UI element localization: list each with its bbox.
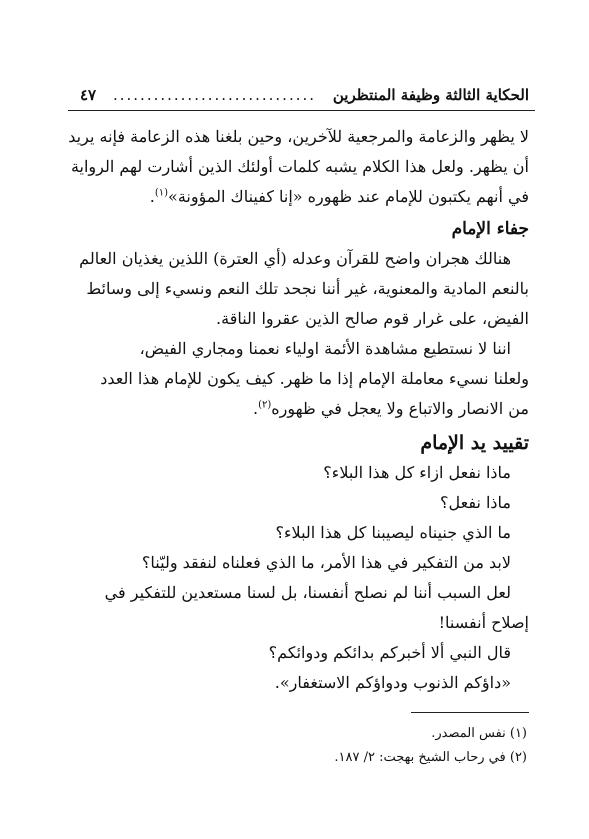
footnotes bbox=[64, 722, 527, 770]
paragraph-2-line-2: بالنعم المادية والمعنوية، غير أننا نجحد تلك النعم ونسيء إلى وسائط bbox=[86, 279, 529, 298]
footnote-ref-2: (٢) bbox=[258, 399, 272, 411]
paragraph-3-text: من الانصار والاتباع ولا يعجل في ظهوره bbox=[271, 399, 529, 418]
question-line-3: ما الذي جنيناه ليصيبنا كل هذا البلاء؟ bbox=[275, 523, 511, 542]
section-heading-2: تقييد يد الإمام bbox=[420, 432, 529, 454]
header-title: الحكاية الثالثة وظيفة المنتظرين bbox=[332, 86, 529, 104]
paragraph-3-line-1: اننا لا نستطيع مشاهدة الأئمة اولياء نعمنا ومجاري الفيض، bbox=[139, 339, 511, 358]
paragraph-2-line-3: الفيض، على غرار قوم صالح الذين عقروا الناقة. bbox=[216, 309, 529, 328]
paragraph-1-text: في أنهم يكتبون للإمام عند ظهوره «إنا كفيناك المؤونة» bbox=[168, 187, 529, 206]
header-dot-leader: .............................. bbox=[112, 86, 317, 104]
question-line-5b: إصلاح أنفسنا! bbox=[438, 613, 529, 632]
footnote-divider bbox=[411, 712, 529, 713]
paragraph-1-line-1: لا يظهر والزعامة والمرجعية للآخرين، وحين بلغنا هذه الزعامة فإنه يريد bbox=[68, 127, 529, 146]
question-line-1: ماذا نفعل ازاء كل هذا البلاء؟ bbox=[323, 463, 511, 482]
question-line-2: ماذا نفعل؟ bbox=[440, 493, 511, 512]
hadith-question: قال النبي ألا أخبركم بدائكم ودوائكم؟ bbox=[268, 643, 511, 662]
paragraph-2-line-1: هنالك هجران واضح للقرآن وعدله (أي العترة) اللذين يغذيان العالم bbox=[79, 249, 511, 268]
running-header bbox=[80, 82, 529, 108]
main-text bbox=[64, 122, 529, 698]
paragraph-1-end: . bbox=[149, 187, 155, 206]
paragraph-1-line-3 bbox=[64, 182, 529, 212]
section-heading-1: جفاء الإمام bbox=[451, 219, 529, 239]
hadith-answer: «داؤكم الذنوب ودواؤكم الاستغفار». bbox=[274, 673, 511, 692]
header-divider bbox=[68, 110, 535, 111]
question-line-5a: لعل السبب أننا لم نصلح أنفسنا، بل لسنا مستعدين للتفكير في bbox=[104, 583, 511, 602]
paragraph-3-line-2: ولعلنا نسيء معاملة الإمام إذا ما ظهر. كيف يكون للإمام هذا العدد bbox=[100, 369, 529, 388]
paragraph-3-end: . bbox=[253, 399, 259, 418]
question-line-4: لابد من التفكير في هذا الأمر، ما الذي فعلناه لنفقد وليّنا؟ bbox=[141, 553, 511, 572]
paragraph-3-line-3 bbox=[64, 394, 529, 424]
page-number: ٤٧ bbox=[80, 86, 97, 104]
footnote-1: (١) نفس المصدر. bbox=[431, 726, 527, 741]
footnote-ref-1: (١) bbox=[154, 187, 169, 199]
paragraph-1-line-2: أن يظهر. ولعل هذا الكلام يشبه كلمات أولئك الذين أشارت لهم الرواية bbox=[70, 157, 529, 176]
footnote-2: (٢) في رحاب الشيخ بهجت: ٢/ ١٨٧. bbox=[334, 750, 527, 765]
